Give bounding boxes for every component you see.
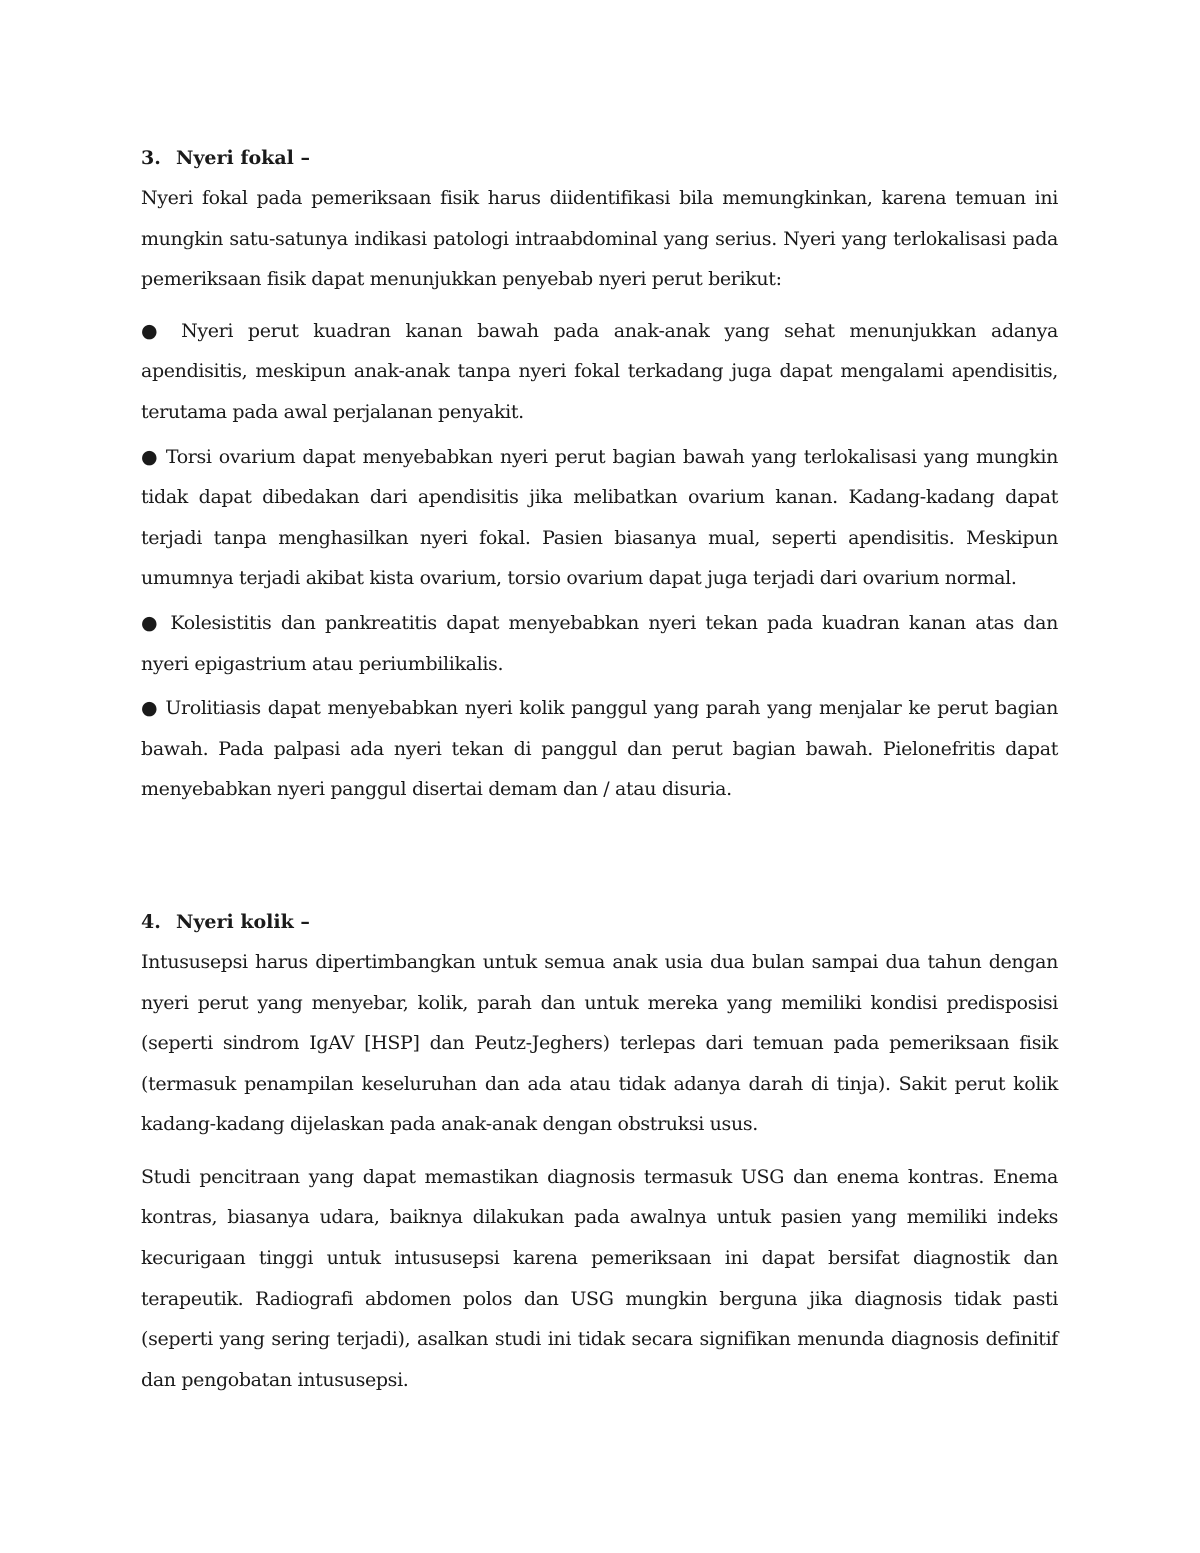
section-3-bullet-list [141, 311, 1058, 810]
section-4-paragraph-2: Studi pencitraan yang dapat memastikan diagnosis termasuk USG dan enema kontras. Enema kontras, biasanya udara, baiknya dilakukan pada awalnya untuk pasien yang memiliki indeks kecurigaan tinggi untuk intususepsi karena pemeriksaan ini dapat bersifat diagnostik dan terapeutik. Radiografi abdomen polos dan USG mungkin berguna jika diagnosis tidak pasti (seperti yang sering terjadi), asalkan studi ini tidak secara signifikan menunda diagnosis definitif dan pengobatan intususepsi. [141, 1165, 1058, 1391]
list-item [141, 311, 1058, 433]
section-3-intro: Nyeri fokal pada pemeriksaan fisik harus diidentifikasi bila memungkinkan, karena temuan ini mungkin satu-satunya indikasi patologi intraabdominal yang serius. Nyeri yang terlokalisasi pada pemeriksaan fisik dapat menunjukkan penyebab nyeri perut berikut: [141, 187, 1058, 291]
section-4-title: Nyeri kolik – [176, 910, 310, 933]
list-item-text: Nyeri perut kuadran kanan bawah pada anak-anak yang sehat menunjukkan adanya apendisitis, meskipun anak-anak tanpa nyeri fokal terkadang juga dapat mengalami apendisitis, terutama pada awal perjalanan penyakit. [141, 319, 1058, 423]
section-4-paragraph-1: Intususepsi harus dipertimbangkan untuk semua anak usia dua bulan sampai dua tahun dengan nyeri perut yang menyebar, kolik, parah dan untuk mereka yang memiliki kondisi predisposisi (seperti sindrom IgAV [HSP] dan Peutz-Jeghers) terlepas dari temuan pada pemeriksaan fisik (termasuk penampilan keseluruhan dan ada atau tidak adanya darah di tinja). Sakit perut kolik kadang-kadang dijelaskan pada anak-anak dengan obstruksi usus. [141, 950, 1058, 1136]
section-spacer [141, 810, 1058, 902]
section-3-number: 3. [141, 147, 161, 169]
section-4-heading [141, 902, 1058, 942]
bullet-icon: ● [141, 611, 161, 634]
list-item-text: Torsi ovarium dapat menyebabkan nyeri perut bagian bawah yang terlokalisasi yang mungkin tidak dapat dibedakan dari apendisitis jika melibatkan ovarium kanan. Kadang-kadang dapat terjadi tanpa menghasilkan nyeri fokal. Pasien biasanya mual, seperti apendisitis. Meskipun umumnya terjadi akibat kista ovarium, torsio ovarium dapat juga terjadi dari ovarium normal. [141, 445, 1058, 590]
bullet-icon: ● [141, 697, 159, 720]
document-page [141, 138, 1058, 1400]
bullet-icon: ● [141, 445, 159, 468]
section-3-title: Nyeri fokal – [176, 147, 310, 169]
list-item [141, 437, 1058, 599]
bullet-icon: ● [141, 319, 167, 342]
list-item [141, 603, 1058, 684]
list-item-text: Urolitiasis dapat menyebabkan nyeri kolik panggul yang parah yang menjalar ke perut bagian bawah. Pada palpasi ada nyeri tekan di panggul dan perut bagian bawah. Pielonefritis dapat menyebabkan nyeri panggul disertai demam dan / atau disuria. [141, 697, 1058, 801]
section-3-heading [141, 138, 1058, 178]
list-item [141, 688, 1058, 810]
section-4-number: 4. [141, 910, 161, 933]
list-item-text: Kolesistitis dan pankreatitis dapat menyebabkan nyeri tekan pada kuadran kanan atas dan nyeri epigastrium atau periumbilikalis. [141, 611, 1058, 675]
